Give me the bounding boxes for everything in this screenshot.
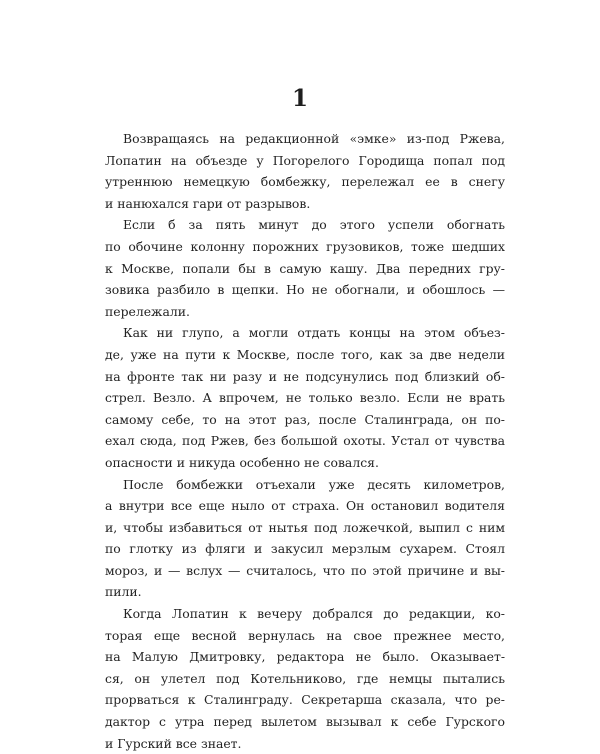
text-line: самому себе, то на этот раз, после Сталинграда, он по-: [105, 411, 505, 427]
chapter-number: 1: [291, 85, 308, 112]
paragraph: [105, 474, 505, 604]
text-line: После бомбежки отъехали уже десять километров,: [123, 476, 505, 492]
text-line: дактор с утра перед вылетом вызывал к себе Гурского: [105, 714, 505, 730]
paragraph: [105, 322, 505, 473]
text-line: по глотку из фляги и закусил мерзлым сухарем. Стоял: [105, 541, 505, 557]
paragraph: [105, 128, 505, 214]
paragraph: [105, 603, 505, 754]
text-line: зовика разбило в щепки. Но не обогнали, и обошлось —: [105, 282, 505, 298]
text-line: опасности и никуда особенно не совался.: [105, 454, 379, 470]
text-line: и нанюхался гари от разрывов.: [105, 195, 311, 211]
text-line: ехал сюда, под Ржев, без большой охоты. Устал от чувства: [105, 433, 505, 449]
text-line: мороз, и — вслух — считалось, что по этой причине и вы-: [105, 562, 505, 578]
text-line: Лопатин на объезде у Погорелого Городища попал под: [105, 152, 505, 168]
text-line: прорваться к Сталинграду. Секретарша сказала, что ре-: [105, 692, 505, 708]
text-line: Как ни глупо, а могли отдать концы на этом объез-: [123, 325, 505, 341]
text-line: утреннюю немецкую бомбежку, перележал ее в снегу: [105, 174, 505, 190]
text-line: а внутри все еще ныло от страха. Он остановил водителя: [105, 498, 505, 514]
text-line: Если б за пять минут до этого успели обогнать: [123, 217, 505, 233]
text-line: де, уже на пути к Москве, после того, как за две недели: [105, 346, 505, 362]
text-line: ся, он улетел под Котельниково, где немцы пытались: [105, 670, 505, 686]
text-line: на Малую Дмитровку, редактора не было. Оказывает-: [105, 649, 505, 665]
text-line: Возвращаясь на редакционной «эмке» из-под Ржева,: [123, 131, 505, 146]
text-line: пили.: [105, 584, 142, 600]
paragraph: [105, 214, 505, 322]
text-line: перележали.: [105, 303, 190, 319]
text-line: и, чтобы избавиться от нытья под ложечкой, выпил с ним: [105, 519, 505, 535]
text-line: по обочине колонну порожних грузовиков, тоже шедших: [105, 238, 505, 254]
text-line: на фронте так ни разу и не подсунулись под близкий об-: [105, 368, 505, 384]
text-line: торая еще весной вернулась на свое прежнее место,: [105, 627, 505, 643]
text-line: стрел. Везло. А впрочем, не только везло. Если не врать: [105, 390, 505, 406]
chapter-text: [105, 128, 505, 754]
text-line: и Гурский все знает.: [105, 735, 242, 751]
text-line: к Москве, попали бы в самую кашу. Два передних гру-: [105, 260, 505, 276]
text-line: Когда Лопатин к вечеру добрался до редакции, ко-: [123, 606, 505, 622]
